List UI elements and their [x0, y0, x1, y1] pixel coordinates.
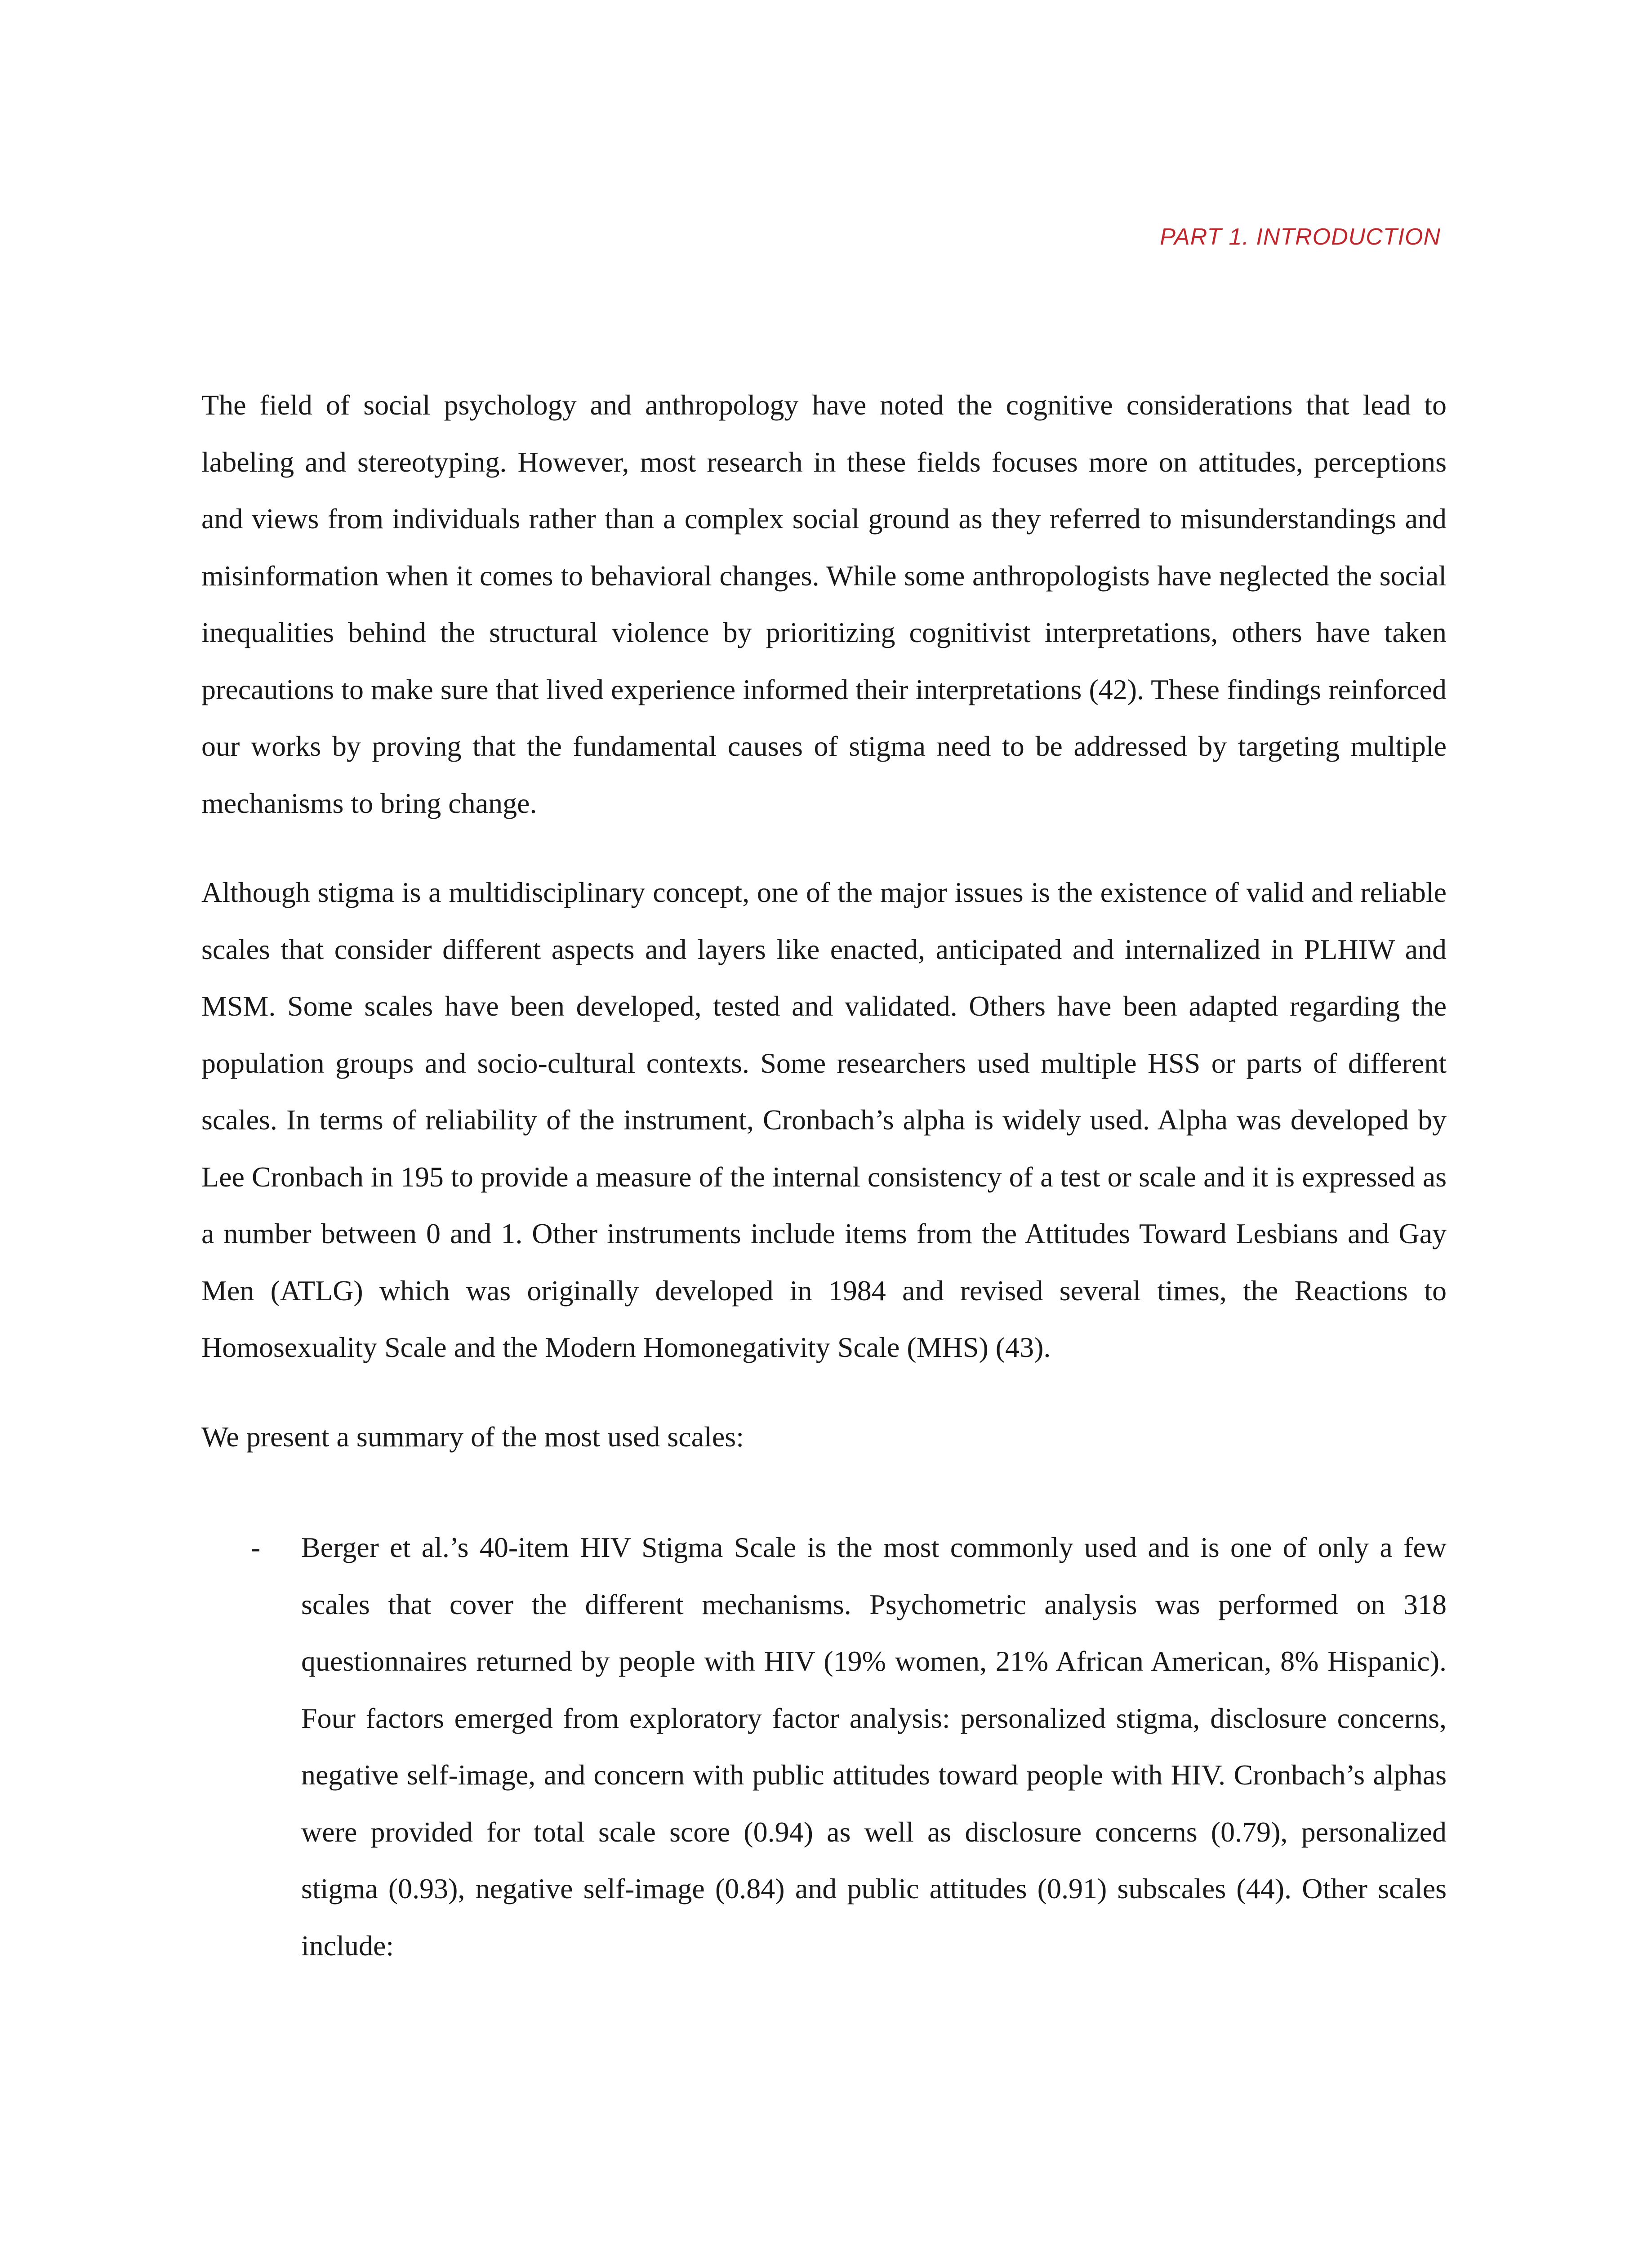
list-item — [201, 1519, 1447, 1974]
running-header: PART 1. INTRODUCTION — [1160, 224, 1441, 250]
list-item-text: Berger et al.’s 40-item HIV Stigma Scale is the most commonly used and is one of only a few scales that cover the different mechanisms. Psychometric analysis was performed on 318 questionnaires returned by people with HIV (19% women, 21% African American, 8% Hispanic). Four factors emerged from exploratory factor analysis: personalized stigma, disclosure concerns, negative self-image, and concern with public attitudes toward people with HIV. Cronbach’s alphas were provided for total scale score (0.94) as well as disclosure concerns (0.79), personalized stigma (0.93), negative self-image (0.84) and public attitudes (0.91) subscales (44). Other scales include: — [301, 1531, 1447, 1962]
paragraph-summary-lead-in: We present a summary of the most used scales: — [201, 1420, 744, 1453]
list-bullet: - — [251, 1531, 261, 1563]
paragraph-stigma-scales: Although stigma is a multidisciplinary concept, one of the major issues is the existence of valid and reliable scales that consider different aspects and layers like enacted, anticipated and internalized in PLHIW and MSM. Some scales have been developed, tested and validated. Others have been adapted regarding the population groups and socio-cultural contexts. Some researchers used multiple HSS or parts of different scales. In terms of reliability of the instrument, Cronbach’s alpha is widely used. Alpha was developed by Lee Cronbach in 195 to provide a measure of the internal consistency of a test or scale and it is expressed as a number between 0 and 1. Other instruments include items from the Attitudes Toward Lesbians and Gay Men (ATLG) which was originally developed in 1984 and revised several times, the Reactions to Homosexuality Scale and the Modern Homonegativity Scale (MHS) (43). — [201, 876, 1447, 1363]
body-text — [201, 377, 1447, 1974]
paragraph-social-psychology: The field of social psychology and anthropology have noted the cognitive considerations that lead to labeling and stereotyping. However, most research in these fields focuses more on attitudes, perceptions and views from individuals rather than a complex social ground as they referred to misunderstandings and misinformation when it comes to behavioral changes. While some anthropologists have neglected the social inequalities behind the structural violence by prioritizing cognitivist interpretations, others have taken precautions to make sure that lived experience informed their interpretations (42). These findings reinforced our works by proving that the fundamental causes of stigma need to be addressed by targeting multiple mechanisms to bring change. — [201, 389, 1447, 819]
scales-list — [201, 1519, 1447, 1974]
